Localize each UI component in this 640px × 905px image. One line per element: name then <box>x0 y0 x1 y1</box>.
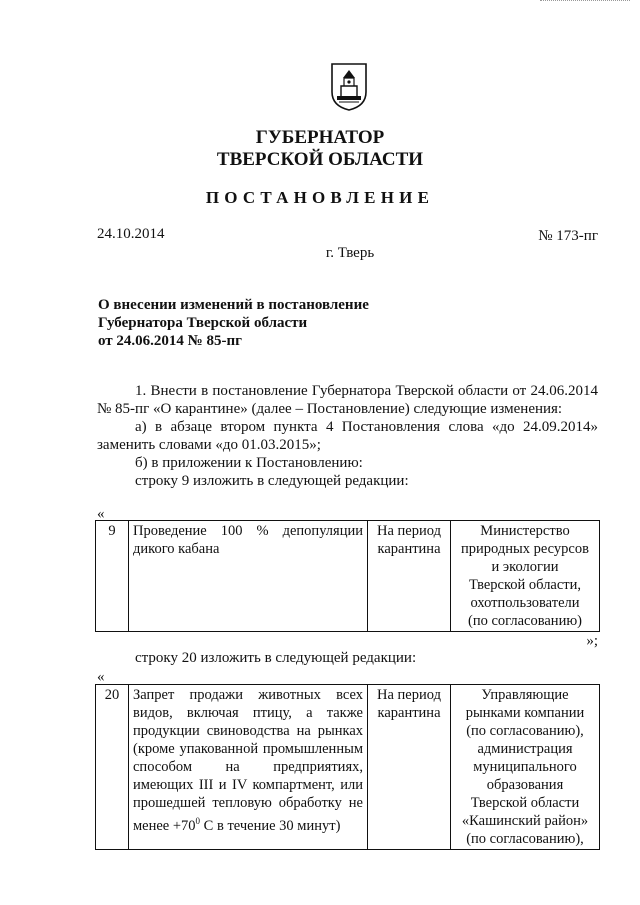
executor-line: «Кашинский район» <box>461 813 589 829</box>
paragraph-a: а) в абзаце втором пункта 4 Постановления слова «до 24.09.2014» заменить словами «до 01.03.2015»; <box>97 419 598 453</box>
paragraph-b: б) в приложении к Постановлению: <box>135 455 363 471</box>
executor-line: Министерство <box>480 523 570 539</box>
row-9-table <box>95 520 600 632</box>
authority-heading <box>0 127 640 171</box>
measure-text: Запрет продажи животных всех видов, включая птицу, а также продукции свиноводства на рынках (кроме упакованной промышленным способом на предприятиях, имеющих III и IV компартмент, или прошедшей тепловую обработку не менее +70 <box>133 687 363 834</box>
executor-line: и экологии <box>491 559 559 575</box>
row-number: 9 <box>96 521 129 632</box>
executor-line: (по согласованию), <box>466 723 584 739</box>
measure-cell <box>129 685 368 850</box>
executor-line: образования <box>486 777 564 793</box>
executor-line: Тверской области <box>470 795 580 811</box>
row-number: 20 <box>96 685 129 850</box>
paragraph-row9-intro: строку 9 изложить в следующей редакции: <box>135 473 409 489</box>
document-number: № 173-пг <box>538 228 598 244</box>
scan-artifact <box>540 0 630 4</box>
executor-line: муниципального <box>473 759 577 775</box>
subject-line1: О внесении изменений в постановление <box>98 297 369 313</box>
subject-line2: Губернатора Тверской области <box>98 315 308 331</box>
subject-line3: от 24.06.2014 № 85-пг <box>98 333 242 349</box>
table-row <box>96 521 600 632</box>
paragraph-row20-intro: строку 20 изложить в следующей редакции: <box>135 650 417 666</box>
table-row <box>96 685 600 850</box>
authority-line2: ТВЕРСКОЙ ОБЛАСТИ <box>216 149 424 170</box>
measure-text-tail: С в течение 30 минут) <box>200 817 341 834</box>
executor-line: администрация <box>477 741 573 757</box>
executor-line: охотпользователи <box>470 595 580 611</box>
executor-line: природных ресурсов <box>461 541 589 557</box>
body-text-2 <box>97 649 598 667</box>
authority-line1: ГУБЕРНАТОР <box>255 127 385 148</box>
degree-superscript: 0 <box>195 816 201 826</box>
executors-cell <box>451 521 600 632</box>
executors-cell <box>451 685 600 850</box>
measure-cell: Проведение 100 % депопуляции дикого кабана <box>129 521 368 632</box>
tver-coat-of-arms-icon <box>329 62 369 112</box>
close-quote-1: »; <box>586 633 598 649</box>
paragraph-1: 1. Внести в постановление Губернатора Тверской области от 24.06.2014 № 85-пг «О карантине» (далее – Постановление) следующие изменения: <box>97 383 598 417</box>
executor-line: рынками компании <box>465 705 585 721</box>
period-cell: На период карантина <box>368 521 451 632</box>
open-quote-1: « <box>97 506 105 522</box>
open-quote-2: « <box>97 669 105 685</box>
row-20-table <box>95 684 600 850</box>
document-city: г. Тверь <box>325 245 375 261</box>
body-text <box>97 382 598 490</box>
executor-line: Управляющие <box>481 687 569 703</box>
executor-line: Тверской области, <box>468 577 582 593</box>
document-date: 24.10.2014 <box>97 226 165 242</box>
period-cell: На период карантина <box>368 685 451 850</box>
executor-line: (по согласованию) <box>468 613 582 629</box>
executor-line: (по согласованию), <box>466 831 584 847</box>
document-type: ПОСТАНОВЛЕНИЕ <box>205 188 435 207</box>
document-subject <box>98 296 369 350</box>
